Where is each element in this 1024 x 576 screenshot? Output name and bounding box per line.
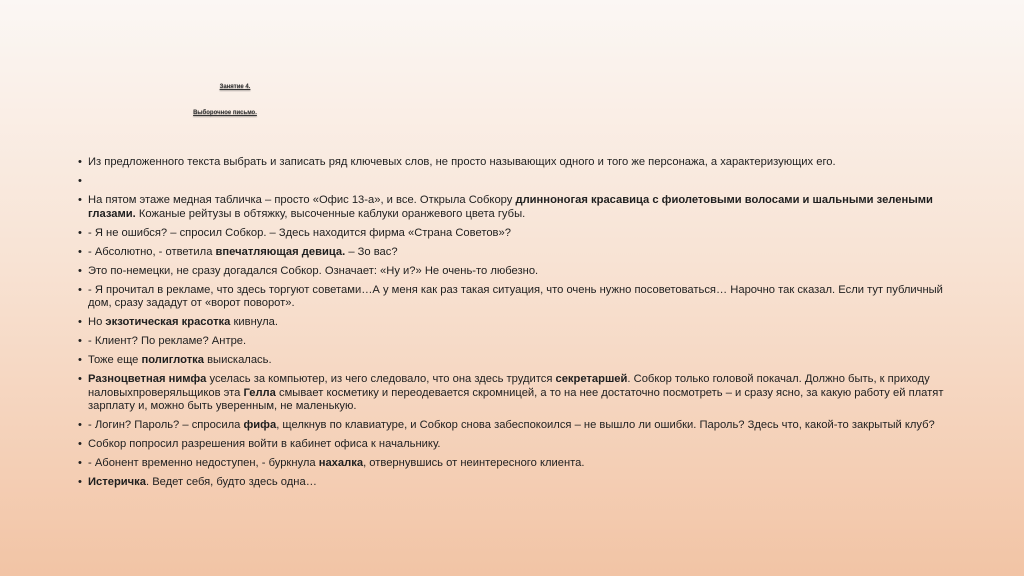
bold-keyword: экзотическая красотка: [105, 316, 231, 329]
text-segment: Но: [88, 316, 106, 329]
text-segment: – Зо вас?: [345, 245, 398, 258]
text-segment: На пятом этаже медная табличка – просто «Офис 13-а», и все. Открыла Собкору: [88, 193, 516, 206]
bullet-item: [78, 476, 958, 490]
bullet-item: [78, 438, 958, 452]
bold-keyword: секретаршей: [555, 373, 628, 386]
bold-keyword: длинноногая красавица с фиолетовыми волосами и шальными зелеными глазами.: [88, 193, 933, 220]
bullet-item: [78, 227, 958, 241]
slide-title: Занятие 4.: [219, 84, 251, 90]
text-segment: - Логин? Пароль? – спросила: [88, 419, 244, 432]
bullet-item: [78, 246, 958, 260]
bullet-item: [78, 194, 958, 221]
bold-keyword: полиглотка: [141, 354, 204, 367]
text-segment: - Я прочитал в рекламе, что здесь торгуют советами…А у меня как раз такая ситуация, что очень нужно посоветоваться… Нарочно так сказал. Если тут публичный дом, сразу зададут от «ворот поворот».: [88, 283, 943, 310]
bullet-item: [78, 316, 958, 330]
bullet-item: [78, 175, 958, 189]
text-segment: . Собкор только головой покачал. Должно быть, к приходу наловыхпроверяльщиков эта: [88, 373, 930, 399]
text-segment: Кожаные рейтузы в обтяжку, высоченные каблуки оранжевого цвета губы.: [135, 207, 526, 220]
text-segment: , щелкнув по клавиатуре, и Собкор снова забеспокоился – не вышло ли ошибки. Пароль? Здесь что, какой-то закрытый клуб?: [276, 419, 935, 432]
bullet-item: [78, 457, 958, 471]
bold-keyword: Истеричка: [88, 476, 146, 489]
bold-keyword: Гелла: [243, 386, 276, 399]
bullet-list: [78, 156, 958, 495]
text-segment: уселась за компьютер, из чего следовало, что она здесь трудится: [206, 373, 556, 386]
slide-subtitle: Выборочное письмо.: [193, 110, 257, 116]
text-segment: - Я не ошибся? – спросил Собкор. – Здесь находится фирма «Страна Советов»?: [88, 226, 511, 239]
text-segment: кивнула.: [230, 316, 278, 329]
text-segment: Из предложенного текста выбрать и записать ряд ключевых слов, не просто называющих одного и того же персонажа, а характеризующих его.: [88, 156, 836, 168]
bullet-item: [78, 284, 958, 311]
bold-keyword: Разноцветная нимфа: [88, 373, 207, 386]
text-segment: смывает косметику и переодевается скромницей, а то на нее достаточно посмотреть – и сразу ясно, за какую работу ей платят зарплату и, можно быть уверенным, не маленькую.: [88, 386, 944, 413]
text-segment: Тоже еще: [88, 354, 142, 367]
bold-keyword: впечатляющая девица.: [215, 245, 346, 258]
bold-keyword: фифа: [243, 419, 277, 432]
text-segment: - Абонент временно недоступен, - буркнула: [88, 457, 319, 470]
text-segment: выискалась.: [204, 354, 272, 367]
text-segment: , отвернувшись от неинтересного клиента.: [363, 457, 585, 470]
text-segment: Собкор попросил разрешения войти в кабинет офиса к начальнику.: [88, 438, 441, 451]
bullet-item: [78, 335, 958, 349]
bullet-item: [78, 265, 958, 279]
text-segment: - Клиент? По рекламе? Антре.: [88, 335, 247, 348]
bold-keyword: нахалка: [318, 457, 364, 470]
bullet-item: [78, 156, 958, 170]
text-segment: . Ведет себя, будто здесь одна…: [146, 476, 317, 489]
text-segment: - Абсолютно, - ответила: [88, 245, 216, 258]
bullet-item: [78, 419, 958, 433]
bullet-item: [78, 373, 958, 414]
bullet-item: [78, 354, 958, 368]
text-segment: Это по-немецки, не сразу догадался Собкор. Означает: «Ну и?» Не очень-то любезно.: [88, 264, 539, 277]
